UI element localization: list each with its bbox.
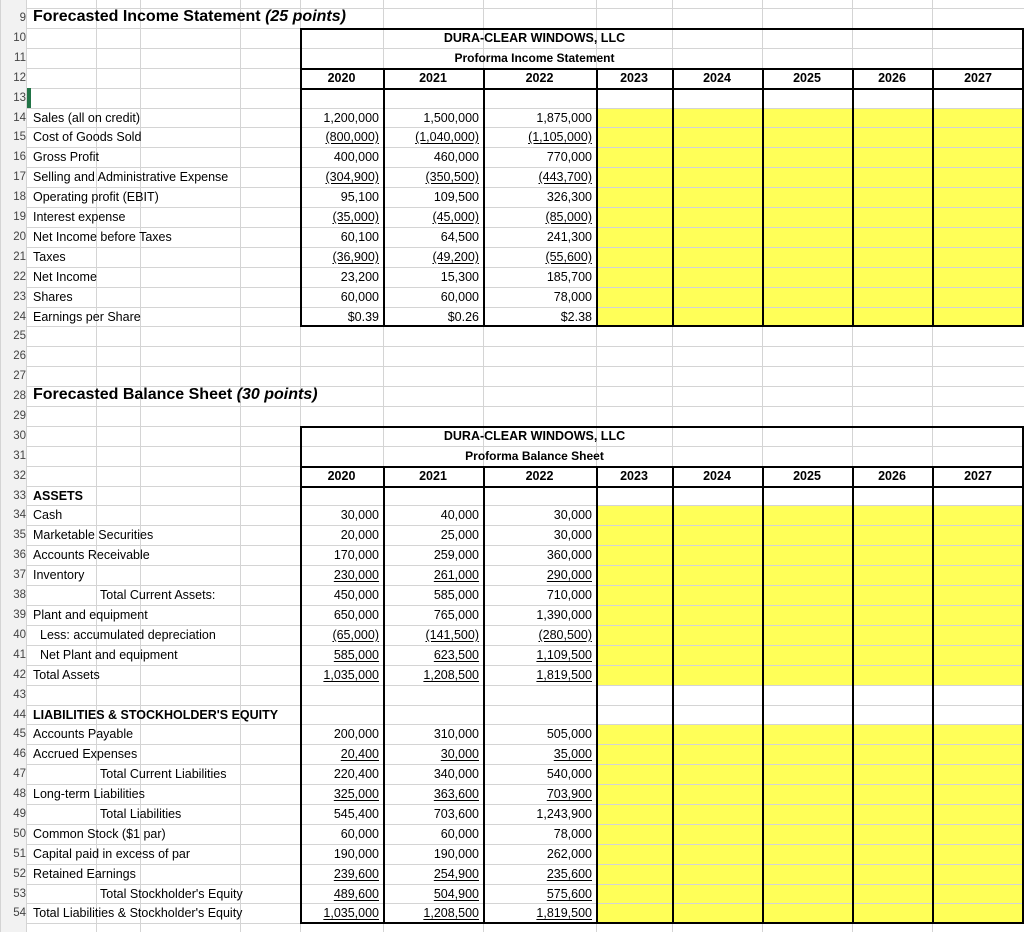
row-number[interactable]: 47 (13, 768, 26, 780)
value-cell[interactable]: 1,243,900 (536, 807, 592, 821)
year-header[interactable]: 2026 (878, 469, 906, 483)
row-number[interactable]: 52 (13, 868, 26, 880)
row-number[interactable]: 28 (13, 390, 26, 402)
row-label[interactable]: Selling and Administrative Expense (33, 170, 229, 184)
column-border (762, 68, 764, 326)
row-label[interactable]: Total Liabilities (100, 807, 182, 821)
row-number[interactable]: 38 (13, 589, 26, 601)
value-cell[interactable]: 1,819,500 (536, 668, 592, 682)
value-cell[interactable]: 1,500,000 (423, 111, 479, 125)
year-header[interactable]: 2026 (878, 71, 906, 85)
statement-subtitle: Proforma Income Statement (454, 51, 615, 65)
row-label[interactable]: Gross Profit (33, 150, 99, 164)
year-header[interactable]: 2023 (620, 469, 648, 483)
value-cell[interactable]: 190,000 (333, 847, 379, 861)
value-cell[interactable]: 1,035,000 (323, 668, 379, 682)
header-border (300, 88, 1024, 90)
input-cell-range[interactable] (853, 506, 932, 685)
input-cell-range[interactable] (853, 109, 932, 326)
value-cell[interactable]: (35,000) (332, 210, 379, 224)
row-number[interactable]: 12 (13, 72, 26, 84)
row-number[interactable]: 39 (13, 609, 26, 621)
value-cell[interactable]: 262,000 (546, 847, 592, 861)
value-cell[interactable]: 64,500 (440, 230, 479, 244)
row-label[interactable]: Marketable Securities (33, 528, 154, 542)
row-label[interactable]: Less: accumulated depreciation (40, 628, 216, 642)
row-label[interactable]: Long-term Liabilities (33, 787, 145, 801)
income-section-title (33, 7, 346, 27)
value-cell[interactable]: 254,900 (433, 867, 479, 881)
value-cell[interactable]: 15,300 (440, 270, 479, 284)
section-title-text: Forecasted Income Statement (33, 8, 261, 25)
value-cell[interactable]: 623,500 (433, 648, 479, 662)
row-label[interactable]: Total Stockholder's Equity (100, 887, 243, 901)
value-cell[interactable]: 170,000 (333, 548, 379, 562)
column-border (672, 466, 674, 923)
value-cell[interactable]: 35,000 (553, 747, 592, 761)
value-cell[interactable]: $0.39 (347, 310, 379, 324)
row-number[interactable]: 41 (13, 649, 26, 661)
section-title-text: Forecasted Balance Sheet (33, 386, 233, 403)
row-number[interactable]: 33 (13, 490, 26, 502)
input-cell-range[interactable] (933, 109, 1024, 326)
row-number[interactable]: 17 (13, 171, 26, 183)
balance-section-title (33, 385, 318, 405)
section-points: (25 points) (265, 8, 346, 25)
input-cell-range[interactable] (673, 109, 762, 326)
header-border (300, 486, 1024, 488)
year-header[interactable]: 2023 (620, 71, 648, 85)
value-cell[interactable]: 60,000 (340, 290, 379, 304)
value-cell[interactable]: 60,100 (340, 230, 379, 244)
value-cell[interactable]: 239,600 (333, 867, 379, 881)
value-cell[interactable]: 1,035,000 (323, 906, 379, 920)
value-cell[interactable]: 575,600 (546, 887, 592, 901)
value-cell[interactable]: 310,000 (433, 727, 479, 741)
value-cell[interactable]: 770,000 (546, 150, 592, 164)
row-number[interactable]: 50 (13, 828, 26, 840)
row-number[interactable]: 46 (13, 748, 26, 760)
row-number[interactable]: 23 (13, 291, 26, 303)
value-cell[interactable]: 400,000 (333, 150, 379, 164)
value-cell[interactable]: 185,700 (546, 270, 592, 284)
value-cell[interactable]: 326,300 (546, 190, 592, 204)
row-number[interactable]: 48 (13, 788, 26, 800)
row-label[interactable]: Retained Earnings (33, 867, 136, 881)
row-number[interactable]: 36 (13, 549, 26, 561)
year-header[interactable]: 2022 (525, 469, 554, 483)
value-cell[interactable]: $0.26 (447, 310, 479, 324)
input-cell-range[interactable] (673, 506, 762, 685)
row-label[interactable]: Accounts Receivable (33, 548, 150, 562)
row-number[interactable]: 24 (13, 311, 26, 323)
row-label[interactable]: Cash (33, 508, 63, 522)
row-label[interactable]: Total Current Assets: (100, 588, 216, 602)
row-label[interactable]: Operating profit (EBIT) (33, 190, 159, 204)
value-cell[interactable]: 95,100 (340, 190, 379, 204)
value-cell[interactable]: 78,000 (553, 827, 592, 841)
row-label[interactable]: Capital paid in excess of par (33, 847, 191, 861)
row-label[interactable]: Net Income before Taxes (33, 230, 172, 244)
year-header[interactable]: 2025 (793, 469, 821, 483)
value-cell[interactable]: (350,500) (425, 170, 479, 184)
row-number[interactable]: 13 (13, 92, 26, 104)
row-number[interactable]: 27 (13, 370, 26, 382)
row-label[interactable]: Interest expense (33, 210, 126, 224)
value-cell[interactable]: $2.38 (560, 310, 592, 324)
row-number[interactable]: 19 (13, 211, 26, 223)
value-cell[interactable]: (36,900) (332, 250, 379, 264)
value-cell[interactable]: 504,900 (433, 887, 479, 901)
value-cell[interactable]: 23,200 (340, 270, 379, 284)
year-header[interactable]: 2027 (964, 469, 992, 483)
row-number[interactable]: 20 (13, 231, 26, 243)
value-cell[interactable]: 259,000 (433, 548, 479, 562)
row-label[interactable]: Taxes (33, 250, 66, 264)
value-cell[interactable]: 20,400 (340, 747, 379, 761)
value-cell[interactable]: (1,040,000) (415, 130, 479, 144)
value-cell[interactable]: 585,000 (433, 588, 479, 602)
value-cell[interactable]: 30,000 (340, 508, 379, 522)
column-border (762, 466, 764, 923)
row-label[interactable]: Sales (all on credit) (33, 111, 140, 125)
value-cell[interactable]: (800,000) (325, 130, 379, 144)
row-number[interactable]: 26 (13, 350, 26, 362)
row-number[interactable]: 18 (13, 191, 26, 203)
column-gridline (26, 0, 27, 932)
value-cell[interactable]: 235,600 (546, 867, 592, 881)
value-cell[interactable]: 220,400 (333, 767, 379, 781)
row-number[interactable]: 15 (13, 131, 26, 143)
input-cell-range[interactable] (597, 109, 672, 326)
statement-subtitle: Proforma Balance Sheet (465, 449, 604, 463)
row-label[interactable]: Total Assets (33, 668, 100, 682)
value-cell[interactable]: 241,300 (546, 230, 592, 244)
input-cell-range[interactable] (597, 506, 672, 685)
value-cell[interactable]: 1,200,000 (323, 111, 379, 125)
company-name: DURA-CLEAR WINDOWS, LLC (443, 31, 626, 45)
row-label[interactable]: Net Plant and equipment (40, 648, 178, 662)
row-label[interactable]: Shares (33, 290, 73, 304)
row-gridline (26, 685, 1024, 686)
value-cell[interactable]: 60,000 (440, 827, 479, 841)
value-cell[interactable]: 460,000 (433, 150, 479, 164)
row-label[interactable]: Cost of Goods Sold (33, 130, 142, 144)
column-gridline (240, 0, 241, 932)
row-number[interactable]: 21 (13, 251, 26, 263)
value-cell[interactable]: (141,500) (425, 628, 479, 642)
value-cell[interactable]: 261,000 (433, 568, 479, 582)
value-cell[interactable]: 40,000 (440, 508, 479, 522)
row-gridline (26, 366, 1024, 367)
value-cell[interactable]: (49,200) (432, 250, 479, 264)
value-cell[interactable]: (45,000) (432, 210, 479, 224)
value-cell[interactable]: 60,000 (340, 827, 379, 841)
row-number[interactable]: 9 (19, 12, 26, 24)
row-number[interactable]: 42 (13, 669, 26, 681)
row-number[interactable]: 22 (13, 271, 26, 283)
value-cell[interactable]: 703,600 (433, 807, 479, 821)
year-header[interactable]: 2021 (419, 469, 447, 483)
row-label[interactable]: Accrued Expenses (33, 747, 138, 761)
value-cell[interactable]: 60,000 (440, 290, 479, 304)
row-label[interactable]: Plant and equipment (33, 608, 148, 622)
row-label[interactable]: Accounts Payable (33, 727, 134, 741)
row-number[interactable]: 14 (13, 112, 26, 124)
value-cell[interactable]: 540,000 (546, 767, 592, 781)
row-number[interactable]: 34 (13, 509, 26, 521)
value-cell[interactable]: 78,000 (553, 290, 592, 304)
value-cell[interactable]: 290,000 (546, 568, 592, 582)
row-number[interactable]: 51 (13, 848, 26, 860)
row-number[interactable]: 32 (13, 470, 26, 482)
row-label[interactable]: Earnings per Share (33, 310, 141, 324)
row-number[interactable]: 54 (13, 907, 26, 919)
value-cell[interactable]: 190,000 (433, 847, 479, 861)
year-header[interactable]: 2024 (703, 71, 731, 85)
value-cell[interactable]: 1,109,500 (536, 648, 592, 662)
row-label[interactable]: Inventory (33, 568, 85, 582)
value-cell[interactable]: 109,500 (433, 190, 479, 204)
row-number[interactable]: 43 (13, 689, 26, 701)
value-cell[interactable]: 1,875,000 (536, 111, 592, 125)
column-border (852, 466, 854, 923)
input-cell-range[interactable] (763, 109, 852, 326)
value-cell[interactable]: (443,700) (538, 170, 592, 184)
year-header[interactable]: 2025 (793, 71, 821, 85)
year-header[interactable]: 2027 (964, 71, 992, 85)
row-number[interactable]: 31 (13, 450, 26, 462)
row-number[interactable]: 29 (13, 410, 26, 422)
value-cell[interactable]: 1,208,500 (423, 906, 479, 920)
value-cell[interactable]: 363,600 (433, 787, 479, 801)
value-cell[interactable]: 200,000 (333, 727, 379, 741)
value-cell[interactable]: 360,000 (546, 548, 592, 562)
value-cell[interactable]: 230,000 (333, 568, 379, 582)
value-cell[interactable]: 703,900 (546, 787, 592, 801)
input-cell-range[interactable] (933, 506, 1024, 685)
row-label[interactable]: Total Liabilities & Stockholder's Equity (33, 906, 243, 920)
year-header[interactable]: 2024 (703, 469, 731, 483)
value-cell[interactable]: (85,000) (545, 210, 592, 224)
value-cell[interactable]: (280,500) (538, 628, 592, 642)
value-cell[interactable]: 765,000 (433, 608, 479, 622)
row-number[interactable]: 35 (13, 529, 26, 541)
row-number[interactable]: 25 (13, 330, 26, 342)
row-number[interactable]: 40 (13, 629, 26, 641)
value-cell[interactable]: 585,000 (333, 648, 379, 662)
row-number[interactable]: 53 (13, 888, 26, 900)
section-points: (30 points) (236, 386, 318, 403)
column-border (932, 68, 934, 326)
column-border (672, 68, 674, 326)
column-border (596, 68, 598, 326)
row-number[interactable]: 30 (13, 430, 26, 442)
value-cell[interactable]: 450,000 (333, 588, 379, 602)
row-gridline (26, 346, 1024, 347)
value-cell[interactable]: 30,000 (440, 747, 479, 761)
row-number[interactable]: 11 (14, 52, 26, 64)
row-number[interactable]: 16 (13, 151, 26, 163)
row-gridline (26, 406, 1024, 407)
row-label[interactable]: Net Income (33, 270, 97, 284)
value-cell[interactable]: (65,000) (332, 628, 379, 642)
value-cell[interactable]: 710,000 (546, 588, 592, 602)
input-cell-range[interactable] (763, 506, 852, 685)
row-number[interactable]: 49 (13, 808, 26, 820)
active-cell-indicator (27, 88, 31, 108)
column-border (932, 466, 934, 923)
year-header[interactable]: 2020 (327, 469, 356, 483)
row-label[interactable]: Total Current Liabilities (100, 767, 227, 781)
row-number[interactable]: 45 (13, 728, 26, 740)
year-header[interactable]: 2022 (525, 71, 554, 85)
value-cell[interactable]: 1,390,000 (536, 608, 592, 622)
value-cell[interactable]: 545,400 (333, 807, 379, 821)
row-number[interactable]: 10 (13, 32, 26, 44)
year-header[interactable]: 2020 (327, 71, 356, 85)
value-cell[interactable]: 25,000 (440, 528, 479, 542)
value-cell[interactable]: 1,208,500 (423, 668, 479, 682)
value-cell[interactable]: (55,600) (545, 250, 592, 264)
value-cell[interactable]: 20,000 (340, 528, 379, 542)
column-border (596, 466, 598, 923)
liabilities-header: LIABILITIES & STOCKHOLDER'S EQUITY (33, 708, 279, 722)
row-label[interactable]: Common Stock ($1 par) (33, 827, 166, 841)
value-cell[interactable]: (1,105,000) (528, 130, 592, 144)
row-number[interactable]: 44 (13, 709, 26, 721)
company-name: DURA-CLEAR WINDOWS, LLC (443, 429, 626, 443)
value-cell[interactable]: 489,600 (333, 887, 379, 901)
value-cell[interactable]: (304,900) (325, 170, 379, 184)
value-cell[interactable]: 505,000 (546, 727, 592, 741)
value-cell[interactable]: 340,000 (433, 767, 479, 781)
column-border (852, 68, 854, 326)
value-cell[interactable]: 30,000 (553, 528, 592, 542)
year-header[interactable]: 2021 (419, 71, 447, 85)
value-cell[interactable]: 1,819,500 (536, 906, 592, 920)
value-cell[interactable]: 30,000 (553, 508, 592, 522)
row-number[interactable]: 37 (13, 569, 26, 581)
assets-header: ASSETS (33, 489, 84, 503)
value-cell[interactable]: 650,000 (333, 608, 379, 622)
value-cell[interactable]: 325,000 (333, 787, 379, 801)
